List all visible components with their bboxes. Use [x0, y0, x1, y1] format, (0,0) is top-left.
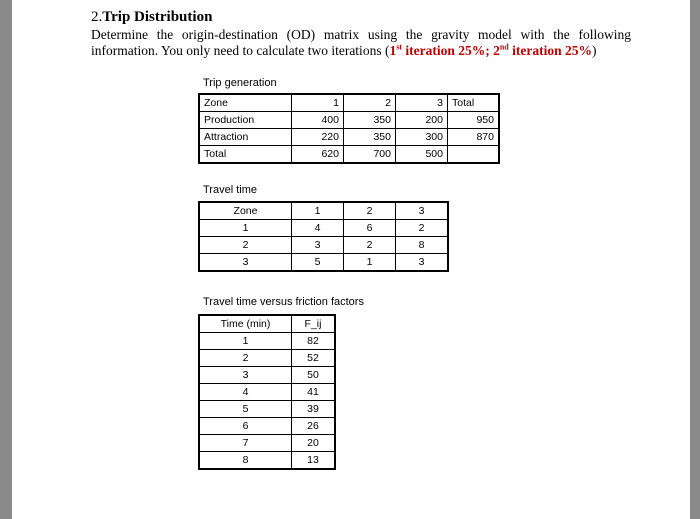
table-cell: 350 — [344, 129, 396, 146]
document-page — [12, 0, 690, 519]
table-row — [199, 146, 499, 164]
friction-factors-label: Travel time versus friction factors — [203, 296, 364, 308]
table-cell: 220 — [292, 129, 344, 146]
table-row — [199, 220, 448, 237]
table-row — [199, 315, 335, 333]
travel-time-table — [198, 201, 449, 272]
table-row — [199, 418, 335, 435]
table-cell: 3 — [199, 367, 292, 384]
iteration-note: 1st iteration 25%; 2nd iteration 25% — [389, 42, 592, 58]
table-cell: 8 — [396, 237, 449, 254]
table-row — [199, 333, 335, 350]
statement-line-1: Determine the origin-destination (OD) matrix using the gravity model with the following — [91, 27, 631, 42]
section-title: Trip Distribution — [102, 9, 213, 25]
section-number: 2. — [91, 9, 103, 25]
table-cell: 7 — [199, 435, 292, 452]
table-header-cell: Zone — [199, 94, 292, 112]
table-cell: 200 — [396, 112, 448, 129]
table-row — [199, 367, 335, 384]
section-heading — [91, 9, 212, 26]
table-header-cell: F_ij — [292, 315, 336, 333]
table-cell: 26 — [292, 418, 336, 435]
travel-time-label: Travel time — [203, 184, 257, 196]
table-cell: 4 — [292, 220, 344, 237]
table-cell: 82 — [292, 333, 336, 350]
table-cell: 4 — [199, 384, 292, 401]
table-cell: 13 — [292, 452, 336, 470]
table-header-cell: 1 — [292, 202, 344, 220]
table-row — [199, 94, 499, 112]
friction-factors-table — [198, 314, 336, 470]
table-cell: 50 — [292, 367, 336, 384]
table-cell: 1 — [199, 220, 292, 237]
problem-statement: Determine the origin-destination (OD) matrix using the gravity model with the following information. You only need to calculate two iterations (1st iteration 25%; 2nd iteration 25%) — [91, 27, 631, 58]
trip-generation-label: Trip generation — [203, 77, 277, 89]
table-header-cell: 3 — [396, 94, 448, 112]
table-cell: 950 — [448, 112, 500, 129]
table-cell: 5 — [199, 401, 292, 418]
table-cell: 41 — [292, 384, 336, 401]
table-cell: 870 — [448, 129, 500, 146]
table-header-cell: 2 — [344, 94, 396, 112]
table-cell: Attraction — [199, 129, 292, 146]
table-cell: 2 — [199, 237, 292, 254]
table-cell: 400 — [292, 112, 344, 129]
table-cell: 3 — [199, 254, 292, 272]
table-cell: 2 — [396, 220, 449, 237]
table-header-cell: 3 — [396, 202, 449, 220]
table-cell: 2 — [344, 237, 396, 254]
table-cell: Production — [199, 112, 292, 129]
table-header-cell: 2 — [344, 202, 396, 220]
table-cell: 5 — [292, 254, 344, 272]
trip-generation-table — [198, 93, 500, 164]
table-header-cell: Time (min) — [199, 315, 292, 333]
table-cell: 700 — [344, 146, 396, 164]
table-row — [199, 254, 448, 272]
table-cell: 1 — [199, 333, 292, 350]
table-row — [199, 384, 335, 401]
table-row — [199, 435, 335, 452]
table-header-cell: Zone — [199, 202, 292, 220]
table-cell: 350 — [344, 112, 396, 129]
table-header-cell: Total — [448, 94, 500, 112]
table-cell: 1 — [344, 254, 396, 272]
table-cell: 8 — [199, 452, 292, 470]
table-cell: 500 — [396, 146, 448, 164]
table-cell: 3 — [396, 254, 449, 272]
table-row — [199, 112, 499, 129]
statement-line-2: information. You only need to calculate two iterations ( — [91, 43, 390, 58]
table-row — [199, 401, 335, 418]
table-cell: 3 — [292, 237, 344, 254]
table-cell: 300 — [396, 129, 448, 146]
table-row — [199, 350, 335, 367]
table-row — [199, 452, 335, 470]
table-cell: 620 — [292, 146, 344, 164]
table-cell: 52 — [292, 350, 336, 367]
table-cell: 6 — [344, 220, 396, 237]
table-row — [199, 129, 499, 146]
table-cell: Total — [199, 146, 292, 164]
table-header-cell: 1 — [292, 94, 344, 112]
table-cell: 6 — [199, 418, 292, 435]
table-row — [199, 202, 448, 220]
table-row — [199, 237, 448, 254]
table-cell: 39 — [292, 401, 336, 418]
table-cell: 2 — [199, 350, 292, 367]
table-cell: 20 — [292, 435, 336, 452]
table-cell — [448, 146, 500, 164]
